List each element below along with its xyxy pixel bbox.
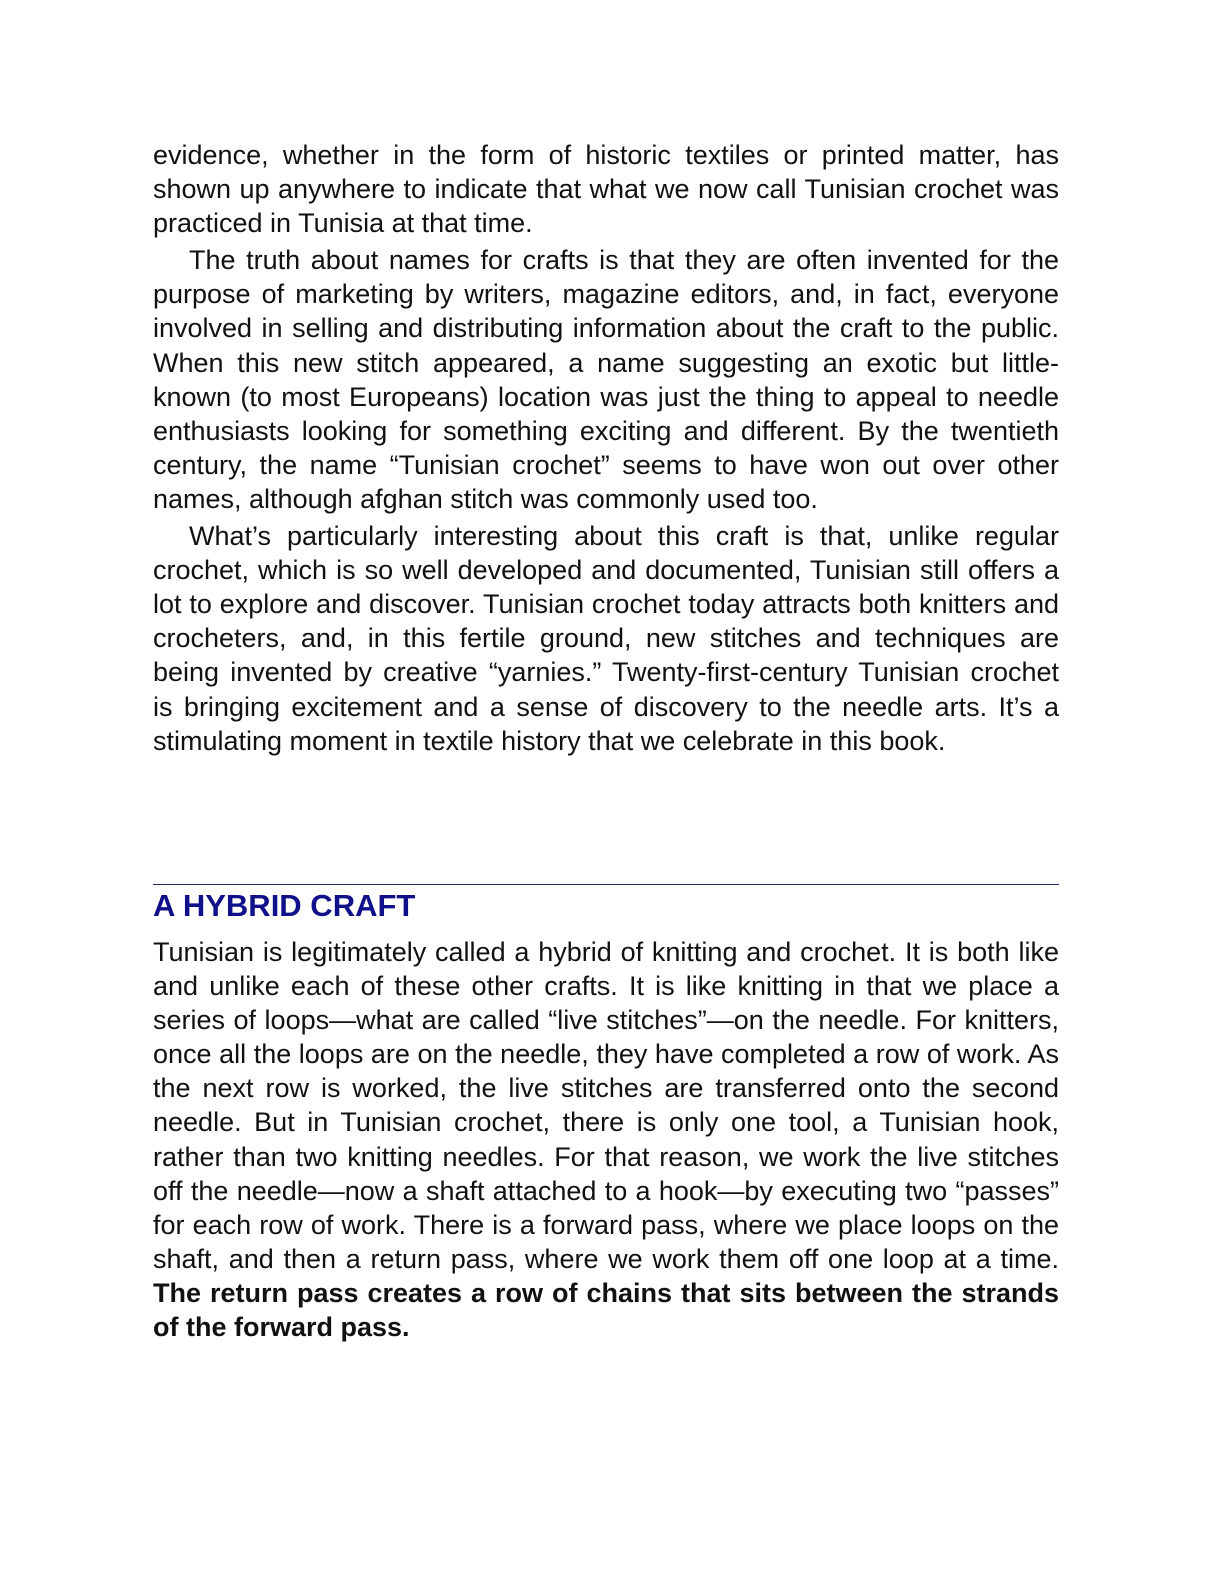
paragraph-exploration: What’s particularly interesting about this craft is that, unlike regular crochet, which is so well developed and documented, Tunisian still offers a lot to explore and discover. Tunisian crochet today attracts both knitters and crocheters, and, in this fertile ground, new stitches and techniques are being invented by creative “yarnies.” Twenty-first-century Tunisian crochet is bringing excitement and a sense of discovery to the needle arts. It’s a stimulating moment in textile history that we celebrate in this book.: [153, 521, 1059, 756]
section-paragraph: [153, 935, 1059, 1344]
section-heading: A HYBRID CRAFT: [153, 888, 416, 923]
paragraph-continuation: evidence, whether in the form of historic textiles or printed matter, has shown up anywhere to indicate that what we now call Tunisian crochet was practiced in Tunisia at that time.: [153, 140, 1059, 239]
section-body-text: Tunisian is legitimately called a hybrid of knitting and crochet. It is both like and unlike each of these other crafts. It is like knitting in that we place a series of loops—what are called “live stitches”—on the needle. For knitters, once all the loops are on the needle, they have completed a row of work. As the next row is worked, the live stitches are transferred onto the second needle. But in Tunisian crochet, there is only one tool, a Tunisian hook, rather than two knitting needles. For that reason, we work the live stitches off the needle—now a shaft attached to a hook—by executing two “passes” for each row of work. There is a forward pass, where we place loops on the shaft, and then a return pass, where we work them off one loop at a time.: [153, 937, 1059, 1274]
page-body: [153, 138, 1059, 758]
section-divider: [153, 884, 1059, 885]
section-body-bold-text: The return pass creates a row of chains that sits between the strands of the forward pass.: [153, 1277, 1059, 1343]
paragraph-craft-names: The truth about names for crafts is that they are often invented for the purpose of marketing by writers, magazine editors, and, in fact, everyone involved in selling and distributing information about the craft to the public. When this new stitch appeared, a name suggesting an exotic but little-known (to most Europeans) location was just the thing to appeal to needle enthusiasts looking for something exciting and different. By the twentieth century, the name “Tunisian crochet” seems to have won out over other names, although afghan stitch was commonly used too.: [153, 245, 1059, 514]
